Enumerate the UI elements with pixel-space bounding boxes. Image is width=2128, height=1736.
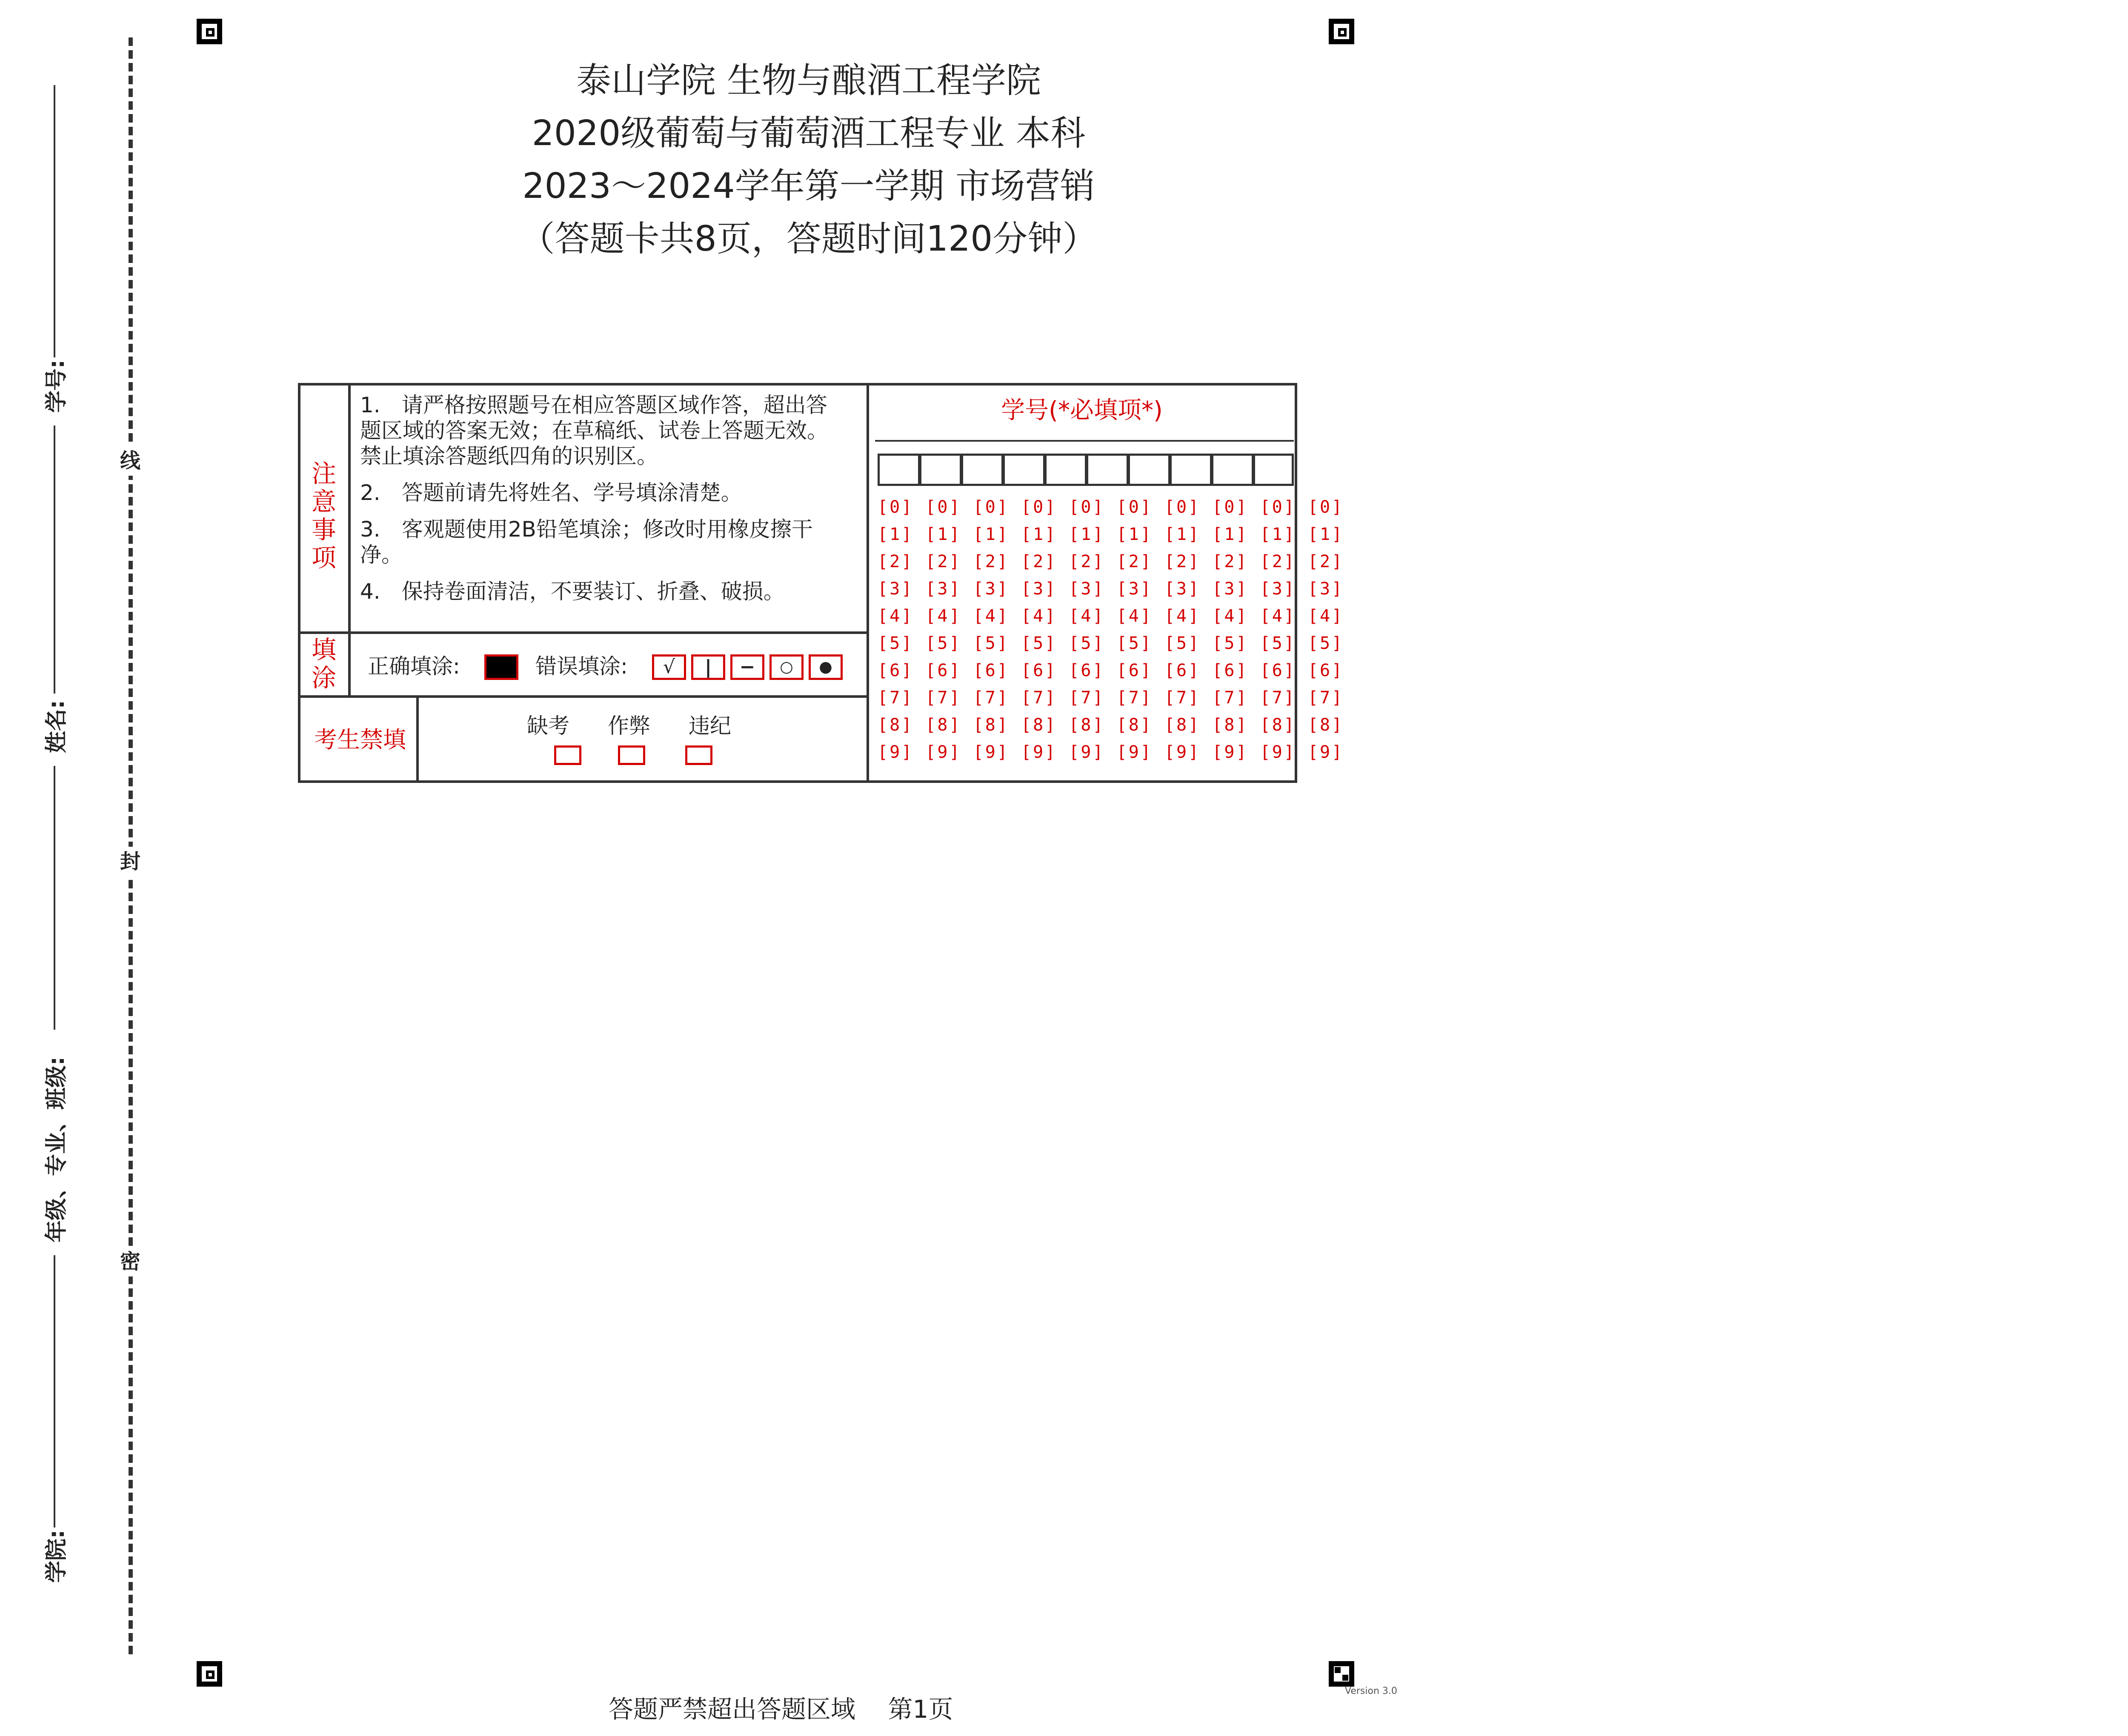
student-id-digit-box[interactable]: [878, 454, 920, 486]
student-id-digit-box[interactable]: [1211, 454, 1254, 486]
title-card-info: （答题卡共8页，答题时间120分钟）: [520, 219, 1098, 259]
class-label: 年级、专业、班级:: [44, 1056, 69, 1242]
student-id-bubble-row[interactable]: [3] [3] [3] [3] [3] [3] [3] [3] [3] [3]: [878, 579, 1344, 599]
student-id-title: 学号(*必填项*): [1001, 397, 1163, 424]
table-divider-vertical: [867, 383, 869, 783]
notice-label-divider: [348, 383, 351, 698]
student-id-bubble-row[interactable]: [2] [2] [2] [2] [2] [2] [2] [2] [2] [2]: [878, 552, 1344, 571]
student-id-digit-box[interactable]: [1044, 454, 1087, 486]
flag-box-cheat[interactable]: [618, 745, 645, 765]
table-divider-fill: [298, 695, 869, 698]
student-id-bubble-row[interactable]: [0] [0] [0] [0] [0] [0] [0] [0] [0] [0]: [878, 497, 1344, 517]
class-write-line[interactable]: [54, 766, 55, 1030]
student-id-digit-box[interactable]: [1003, 454, 1045, 486]
flag-label-violation: 违纪: [689, 714, 731, 738]
flag-box-violation[interactable]: [685, 745, 712, 765]
table-divider-notice: [298, 631, 869, 634]
flags-label-divider: [416, 695, 419, 783]
notice-item: 2. 答题前请先将姓名、学号填涂清楚。: [360, 480, 742, 505]
student-id-digit-box[interactable]: [1128, 454, 1170, 486]
name-label: 姓名:: [44, 700, 69, 753]
correct-fill-label: 正确填涂:: [368, 654, 460, 679]
wrong-fill-bar: |: [691, 654, 725, 680]
student-id-label: 学号:: [44, 360, 69, 413]
wrong-fill-circle: ○: [769, 654, 804, 680]
seal-char-seal: 封: [117, 847, 143, 877]
corner-marker-top-center: [1329, 19, 1354, 44]
title-school: 泰山学院 生物与酿酒工程学院: [576, 60, 1041, 101]
notice-item: 3. 客观题使用2B铅笔填涂；修改时用橡皮擦干净。: [360, 517, 813, 567]
student-id-bubble-row[interactable]: [6] [6] [6] [6] [6] [6] [6] [6] [6] [6]: [878, 661, 1344, 680]
exam-flags-label: 考生禁填: [314, 726, 406, 753]
notice-item: 4. 保持卷面清洁，不要装订、折叠、破损。: [360, 579, 785, 604]
student-id-digit-box[interactable]: [1086, 454, 1129, 486]
wrong-fill-label: 错误填涂:: [535, 654, 628, 679]
student-id-bubble-row[interactable]: [4] [4] [4] [4] [4] [4] [4] [4] [4] [4]: [878, 606, 1344, 626]
student-id-bubble-row[interactable]: [7] [7] [7] [7] [7] [7] [7] [7] [7] [7]: [878, 688, 1344, 708]
binding-dash-line: [129, 37, 133, 1654]
student-id-title-underline: [875, 440, 1294, 442]
notice-list: [360, 392, 837, 615]
student-id-digit-box[interactable]: [919, 454, 962, 486]
college-label: 学院:: [44, 1530, 69, 1583]
notice-label: 注意事项: [311, 459, 336, 572]
student-id-digit-box[interactable]: [1170, 454, 1212, 486]
corner-marker-bottom-left: [197, 1661, 222, 1687]
student-id-bubble-grid[interactable]: [878, 494, 1344, 766]
name-write-line[interactable]: [54, 425, 55, 694]
student-id-bubble-row[interactable]: [5] [5] [5] [5] [5] [5] [5] [5] [5] [5]: [878, 634, 1344, 653]
footer-text: 答题严禁超出答题区域 第1页: [609, 1695, 953, 1724]
version-text: Version 3.0: [1345, 1686, 1397, 1696]
title-grade-major: 2020级葡萄与葡萄酒工程专业 本科: [532, 113, 1086, 154]
student-id-digit-box[interactable]: [1253, 454, 1294, 486]
fill-label: 填涂: [311, 635, 336, 692]
seal-char-line: 线: [117, 446, 143, 476]
student-id-digit-box[interactable]: [961, 454, 1004, 486]
wrong-fill-check: √: [652, 654, 686, 680]
flag-box-absent[interactable]: [554, 745, 581, 765]
wrong-fill-dash: −: [730, 654, 764, 680]
corner-marker-top-left: [197, 19, 222, 44]
student-id-write-line[interactable]: [54, 85, 55, 357]
title-term-course: 2023～2024学年第一学期 市场营销: [522, 166, 1095, 206]
flag-label-cheat: 作弊: [608, 714, 650, 738]
seal-char-close: 密: [117, 1247, 143, 1276]
student-id-bubble-row[interactable]: [9] [9] [9] [9] [9] [9] [9] [9] [9] [9]: [878, 742, 1344, 762]
corner-marker-bottom-center: [1329, 1661, 1354, 1687]
correct-fill-example: [484, 654, 518, 680]
flag-label-absent: 缺考: [527, 714, 569, 738]
student-id-bubble-row[interactable]: [8] [8] [8] [8] [8] [8] [8] [8] [8] [8]: [878, 715, 1344, 735]
wrong-fill-dot: ●: [809, 654, 843, 680]
student-id-bubble-row[interactable]: [1] [1] [1] [1] [1] [1] [1] [1] [1] [1]: [878, 525, 1344, 544]
notice-item: 1. 请严格按照题号在相应答题区域作答，超出答题区域的答案无效；在草稿纸、试卷上答题无效。禁止填涂答题纸四角的识别区。: [360, 393, 828, 468]
college-write-line[interactable]: [54, 1255, 55, 1528]
